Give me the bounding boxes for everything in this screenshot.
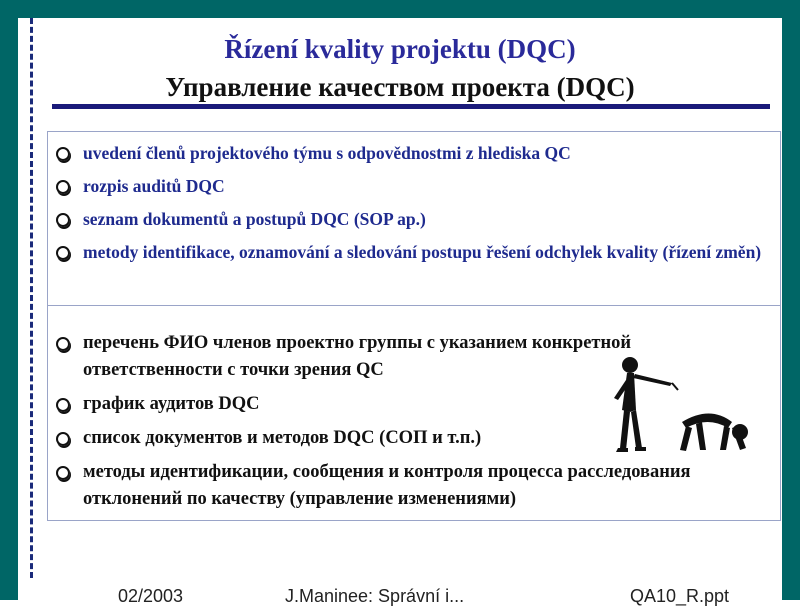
- bullet-list-cz: [56, 140, 766, 272]
- title-underline: [52, 104, 770, 109]
- list-item-text: перечень ФИО членов проектно группы с указанием конкретной ответственности с точки зрения QC: [83, 333, 632, 380]
- list-item-text: metody identifikace, oznamování a sledování postupu řešení odchylek kvality (řízení změn): [83, 242, 762, 262]
- footer-date: 02/2003: [118, 586, 184, 606]
- list-item-text: методы идентификации, сообщения и контроля процесса расследования отклонений по качеству (управление изменениями): [83, 462, 691, 509]
- list-item-text: seznam dokumentů a postupů DQC (SOP ap.): [83, 209, 426, 229]
- panel-divider: [47, 305, 781, 306]
- bullet-icon: [56, 432, 70, 446]
- list-item-text: rozpis auditů DQC: [83, 176, 225, 196]
- bullet-icon: [56, 466, 70, 480]
- bullet-icon: [56, 398, 70, 412]
- footer-author: J.Maninee: Správní i...: [285, 586, 465, 606]
- list-item: [56, 459, 776, 513]
- list-item: [56, 140, 766, 166]
- slide-title-cz: Řízení kvality projektu (DQC): [224, 34, 576, 64]
- list-item-text: график аудитов DQC: [83, 394, 260, 414]
- footer-file: QA10_R.ppt: [630, 586, 730, 606]
- list-item-text: uvedení členů projektového týmu s odpovědnostmi z hlediska QC: [83, 143, 571, 163]
- bullet-icon: [56, 180, 70, 194]
- clipart-figure: [600, 350, 760, 460]
- bullet-icon: [56, 337, 70, 351]
- bullet-icon: [56, 147, 70, 161]
- bullet-icon: [56, 213, 70, 227]
- list-item: [56, 173, 766, 199]
- bullet-icon: [56, 246, 70, 260]
- list-item: [56, 206, 766, 232]
- slide-title-ru: Управление качеством проекта (DQC): [165, 72, 635, 102]
- list-item-text: список документов и методов DQC (СОП и т.п.): [83, 428, 482, 448]
- list-item: [56, 239, 766, 265]
- slide-footer: [0, 586, 800, 606]
